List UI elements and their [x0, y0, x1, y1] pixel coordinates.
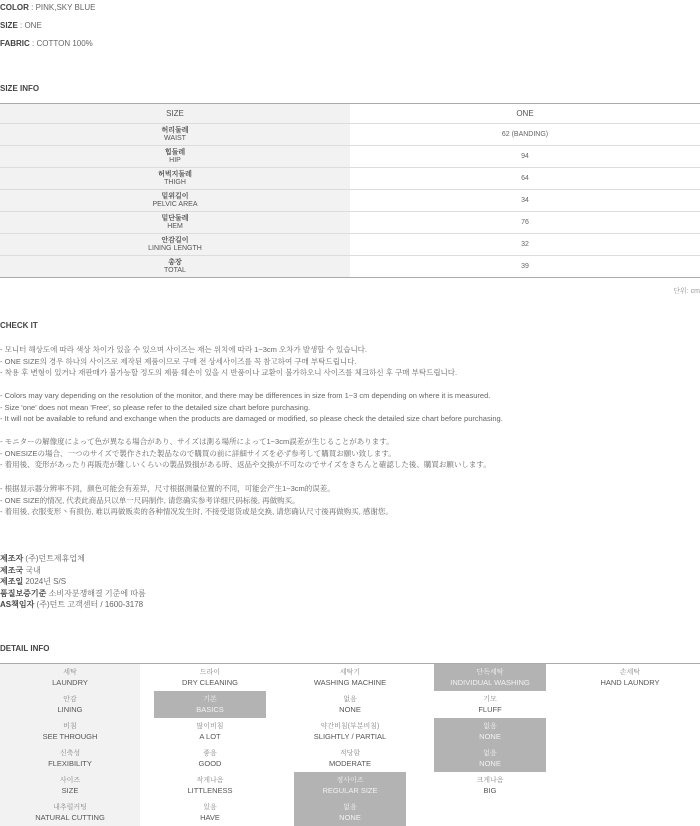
- detail-ko-text: 드라이: [199, 668, 221, 676]
- detail-ko-text: 기모: [483, 695, 497, 703]
- detail-selected-option: [294, 772, 406, 799]
- maker-value: 소비자분쟁해결 기준에 따름: [48, 588, 146, 598]
- detail-en-text: LINING: [57, 704, 83, 714]
- check-line: - ONESIZEの場合、一つのサイズで製作された製品なので購買の前に詳細サイズを必ず参考して購買お願い致します。: [0, 448, 396, 458]
- spec-color-label: COLOR: [0, 3, 29, 12]
- spec-color: [0, 3, 95, 12]
- size-row-value: 62 (BANDING): [350, 124, 700, 146]
- detail-label-cell: [0, 664, 140, 691]
- size-row-ko: 총장: [168, 258, 182, 266]
- detail-en-text: BIG: [483, 785, 497, 795]
- detail-row: [0, 691, 700, 718]
- size-row-label: [0, 168, 350, 190]
- detail-selected-option: [434, 745, 546, 772]
- detail-label-cell: [0, 799, 140, 826]
- size-row-en: PELVIC AREA: [152, 200, 198, 208]
- size-row-value: 76: [350, 212, 700, 234]
- size-table-header: [0, 104, 700, 124]
- size-row-value: 32: [350, 234, 700, 256]
- detail-ko-text: 없음: [483, 722, 497, 730]
- size-row-value: 39: [350, 256, 700, 278]
- detail-ko-text: 손세탁: [619, 668, 641, 676]
- size-row-en: HEM: [167, 222, 183, 230]
- size-row-ko: 안감길이: [161, 236, 189, 244]
- check-line: - 着用後、変形があったり再販売が難しいくらいの製品毀損がある時、返品や交換が不可なのでサイズをきちんと確認した後、購買お願いします。: [0, 460, 491, 470]
- maker-value: 2024년 S/S: [25, 577, 67, 587]
- detail-ko-text: 있음: [203, 803, 217, 811]
- size-row-value: 34: [350, 190, 700, 212]
- detail-en-text: LITTLENESS: [187, 785, 233, 795]
- detail-option-cell: [280, 664, 420, 691]
- detail-ko-text: 기본: [203, 695, 217, 703]
- size-row-en: WAIST: [164, 134, 186, 142]
- size-row-label: [0, 256, 350, 278]
- check-ja-block: [0, 436, 491, 471]
- detail-label-cell: [0, 745, 140, 772]
- check-en-block: [0, 390, 503, 425]
- size-row-ko: 밑단둘레: [161, 214, 189, 222]
- detail-ko-text: 세탁: [63, 668, 77, 676]
- detail-info-title: DETAIL INFO: [0, 644, 50, 653]
- size-row-ko: 허리둘레: [161, 126, 189, 134]
- detail-option-cell: [140, 745, 280, 772]
- table-row: [0, 234, 700, 256]
- detail-option-cell: [280, 745, 420, 772]
- maker-info: [0, 553, 146, 611]
- size-row-label: [0, 190, 350, 212]
- detail-option-cell: [140, 799, 280, 826]
- detail-label-cell: [0, 718, 140, 745]
- detail-en-text: FLEXIBILITY: [48, 758, 92, 768]
- detail-option-cell: [420, 799, 560, 826]
- detail-ko-text: 약간비침(부분비침): [320, 722, 380, 730]
- detail-option-cell: [560, 772, 700, 799]
- detail-en-text: HAND LAUNDRY: [600, 677, 660, 687]
- detail-ko-text: 안감: [63, 695, 77, 703]
- table-row: [0, 168, 700, 190]
- detail-row: [0, 745, 700, 772]
- spec-fabric-value: : COTTON 100%: [32, 39, 93, 48]
- maker-label: 제조자: [0, 554, 24, 563]
- maker-date: [0, 576, 146, 588]
- detail-en-text: NATURAL CUTTING: [35, 812, 105, 822]
- maker-label: 제조일: [0, 577, 24, 587]
- detail-en-text: GOOD: [198, 758, 222, 768]
- table-row: [0, 256, 700, 278]
- check-line: - 着用後, 衣服变形丶有损伤, 难以再做贩卖的各种情况发生时, 不接受退货或是交换, 请您确认尺寸後再做购买, 感谢您。: [0, 507, 393, 517]
- spec-color-value: : PINK,SKY BLUE: [31, 3, 96, 12]
- detail-ko-text: 없음: [483, 749, 497, 757]
- detail-selected-option: [434, 664, 546, 691]
- detail-en-text: NONE: [339, 812, 361, 822]
- detail-en-text: FLUFF: [478, 704, 502, 714]
- check-line: - 모니터 해상도에 따라 색상 차이가 있을 수 있으며 사이즈는 재는 위치에 따라 1~3cm 오차가 발생할 수 있습니다.: [0, 345, 368, 354]
- detail-option-cell: [280, 718, 420, 745]
- maker-warranty: [0, 588, 146, 600]
- size-row-ko: 힙둘레: [164, 148, 186, 156]
- detail-option-cell: [420, 745, 560, 772]
- detail-en-text: REGULAR SIZE: [322, 785, 378, 795]
- detail-option-cell: [420, 772, 560, 799]
- maker-manufacturer: [0, 553, 146, 565]
- detail-option-cell: [140, 772, 280, 799]
- detail-en-text: NONE: [479, 731, 501, 741]
- check-line: - ONE SIZE的情况, 代表此商品只以单一尺码制作, 请您确实参考详细尺码标後, 再做购买。: [0, 495, 300, 505]
- size-row-en: TOTAL: [164, 266, 186, 274]
- detail-selected-option: [434, 718, 546, 745]
- detail-selected-option: [294, 799, 406, 826]
- detail-ko-text: 단독세탁: [476, 668, 504, 676]
- detail-row: [0, 772, 700, 799]
- detail-ko-text: 적당함: [339, 749, 361, 757]
- detail-ko-text: 세탁기: [339, 668, 361, 676]
- size-row-ko: 허벅지둘레: [158, 170, 192, 178]
- detail-ko-text: 정사이즈: [336, 776, 364, 784]
- detail-ko-text: 신축성: [59, 749, 81, 757]
- maker-label: 품질보증기준: [0, 588, 47, 598]
- unit-note: 단위: cm: [673, 288, 700, 295]
- detail-option-cell: [140, 691, 280, 718]
- check-line: - 根据显示器分辨率不同，颜色可能会有差异，尺寸根据测量位置的不同，可能会产生1~3cm的误差。: [0, 484, 335, 493]
- spec-size: [0, 21, 42, 30]
- check-zh-block: [0, 483, 393, 518]
- check-line: - 착용 후 변형이 있거나 재판매가 불가능할 정도의 제품 훼손이 있을 시 반품이나 교환이 불가하오니 사이즈를 체크하신 후 구매 부탁드립니다.: [0, 368, 458, 378]
- detail-en-text: BASICS: [196, 704, 224, 714]
- size-table: [0, 103, 700, 278]
- size-header-value: ONE: [350, 104, 700, 124]
- detail-option-cell: [560, 745, 700, 772]
- detail-en-text: LAUNDRY: [52, 677, 88, 687]
- spec-size-value: : ONE: [20, 21, 42, 30]
- detail-ko-text: 많이비침: [196, 722, 224, 730]
- detail-en-text: NONE: [339, 704, 361, 714]
- detail-ko-text: 작게나옴: [196, 776, 224, 784]
- detail-ko-text: 없음: [343, 803, 357, 811]
- detail-en-text: SLIGHTLY / PARTIAL: [313, 731, 387, 741]
- size-header-label: SIZE: [0, 104, 350, 124]
- size-row-label: [0, 124, 350, 146]
- detail-en-text: HAVE: [200, 812, 220, 822]
- detail-ko-text: 좋음: [203, 749, 217, 757]
- detail-option-cell: [420, 718, 560, 745]
- detail-option-cell: [280, 772, 420, 799]
- detail-ko-text: 사이즈: [59, 776, 81, 784]
- detail-option-cell: [140, 718, 280, 745]
- check-it-title: CHECK IT: [0, 321, 38, 330]
- detail-en-text: INDIVIDUAL WASHING: [450, 677, 530, 687]
- check-ko-block: [0, 344, 457, 379]
- detail-option-cell: [560, 691, 700, 718]
- detail-selected-option: [154, 691, 266, 718]
- detail-option-cell: [420, 664, 560, 691]
- check-line: - It will not be available to refund and exchange when the products are damaged or modified, so please check the detailed size chart before purchasing.: [0, 414, 503, 424]
- detail-option-cell: [140, 664, 280, 691]
- spec-fabric: [0, 39, 93, 48]
- detail-ko-text: 비침: [63, 722, 77, 730]
- detail-ko-text: 크게나옴: [476, 776, 504, 784]
- size-row-en: THIGH: [164, 178, 186, 186]
- maker-label: AS책임자: [0, 600, 35, 610]
- detail-option-cell: [560, 718, 700, 745]
- size-row-label: [0, 234, 350, 256]
- size-row-value: 64: [350, 168, 700, 190]
- size-row-label: [0, 146, 350, 168]
- detail-en-text: SIZE: [61, 785, 79, 795]
- detail-option-cell: [560, 799, 700, 826]
- maker-value: (주)던트제휴업체: [25, 554, 85, 563]
- spec-size-label: SIZE: [0, 21, 18, 30]
- detail-label-cell: [0, 772, 140, 799]
- detail-option-cell: [280, 799, 420, 826]
- detail-row: [0, 799, 700, 826]
- maker-value: (주)던트 고객센터 / 1600-3178: [36, 600, 144, 610]
- detail-grid: [0, 663, 700, 826]
- detail-ko-text: 내추럴커팅: [53, 803, 87, 811]
- detail-option-cell: [560, 664, 700, 691]
- detail-en-text: DRY CLEANING: [182, 677, 238, 687]
- detail-en-text: NONE: [479, 758, 501, 768]
- size-row-label: [0, 212, 350, 234]
- check-line: - ONE SIZE의 경우 하나의 사이즈로 제작된 제품이므로 구매 전 상세사이즈를 꼭 참고하여 구매 부탁드립니다.: [0, 356, 357, 366]
- table-row: [0, 124, 700, 146]
- detail-label-cell: [0, 691, 140, 718]
- size-row-en: LINING LENGTH: [148, 244, 202, 252]
- check-line: - Size 'one' does not mean 'Free', so please refer to the detailed size chart before purchasing.: [0, 402, 311, 412]
- maker-label: 제조국: [0, 565, 24, 575]
- table-row: [0, 212, 700, 234]
- size-row-en: HIP: [169, 156, 181, 164]
- detail-en-text: A LOT: [199, 731, 221, 741]
- detail-en-text: MODERATE: [329, 758, 371, 768]
- detail-row: [0, 664, 700, 691]
- check-line: - Colors may vary depending on the resolution of the monitor, and there may be differences in size from 1~3 cm depending on where it is measured.: [0, 391, 491, 400]
- table-row: [0, 190, 700, 212]
- check-line: - モニターの解像度によって色が異なる場合があり、サイズは測る場所によって1~3cm誤差が生じることがあります。: [0, 437, 394, 446]
- detail-option-cell: [280, 691, 420, 718]
- spec-fabric-label: FABRIC: [0, 39, 30, 48]
- table-row: [0, 146, 700, 168]
- detail-en-text: SEE THROUGH: [42, 731, 98, 741]
- detail-row: [0, 718, 700, 745]
- detail-option-cell: [420, 691, 560, 718]
- size-row-value: 94: [350, 146, 700, 168]
- maker-as: [0, 599, 146, 611]
- detail-en-text: WASHING MACHINE: [313, 677, 387, 687]
- maker-country: [0, 565, 146, 577]
- size-row-ko: 밑위길이: [161, 192, 189, 200]
- detail-ko-text: 없음: [343, 695, 357, 703]
- maker-value: 국내: [25, 565, 41, 575]
- size-info-title: SIZE INFO: [0, 84, 40, 93]
